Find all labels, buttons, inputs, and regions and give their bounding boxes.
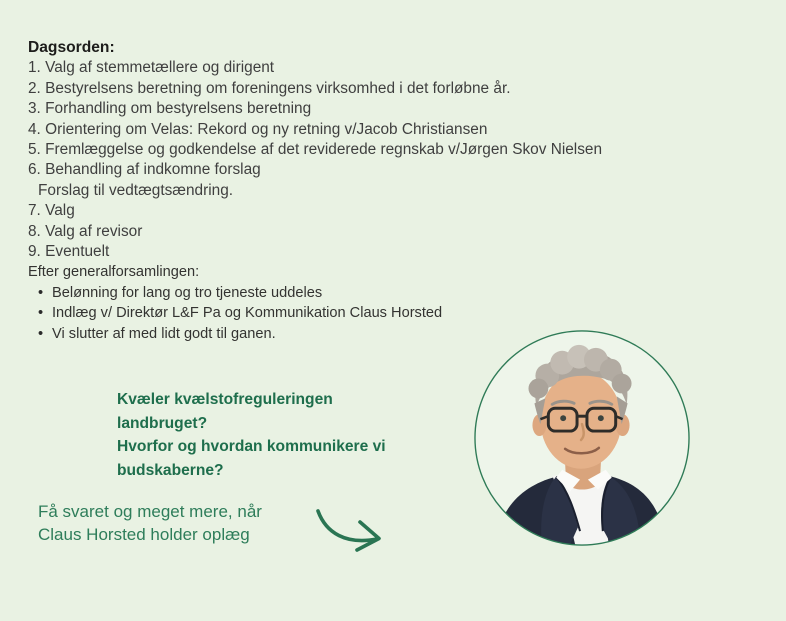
agenda-item-4: 4. Orientering om Velas: Rekord og ny retning v/Jacob Christiansen [28, 120, 488, 138]
cta-line: Claus Horsted holder oplæg [38, 524, 250, 544]
question-headline [117, 388, 386, 482]
agenda-section [28, 38, 602, 344]
question-line: Hvorfor og hvordan kommunikere vi [117, 438, 386, 455]
agenda-title: Dagsorden: [28, 39, 115, 56]
agenda-item-6-subline: Forslag til vedtægtsændring. [38, 181, 234, 199]
question-line: Kvæler kvælstofreguleringen [117, 391, 333, 408]
after-assembly-title: Efter generalforsamlingen: [28, 264, 200, 281]
agenda-item-8: 8. Valg af revisor [28, 222, 143, 240]
agenda-item-6: 6. Behandling af indkomne forslag [28, 161, 261, 179]
agenda-item-3: 3. Forhandling om bestyrelsens beretning [28, 100, 312, 118]
cta-line: Få svaret og meget mere, når [38, 502, 262, 521]
cta-text [38, 501, 262, 546]
speaker-portrait [473, 329, 691, 547]
question-line: budskaberne? [117, 461, 224, 479]
question-line: landbruget? [117, 414, 208, 432]
bullet-item: • Indlæg v/ Direktør L&F Pa og Kommunikation Claus Horsted [28, 303, 602, 323]
curved-arrow-right-icon [311, 502, 391, 558]
agenda-item-1: 1. Valg af stemmetællere og dirigent [28, 59, 275, 77]
bullet-item: • Vi slutter af med lidt godt til ganen. [28, 324, 602, 344]
bullet-item: • Belønning for lang og tro tjeneste uddeles [28, 283, 602, 303]
agenda-item-5: 5. Fremlæggelse og godkendelse af det reviderede regnskab v/Jørgen Skov Nielsen [28, 141, 603, 159]
agenda-item-2: 2. Bestyrelsens beretning om foreningens virksomhed i det forløbne år. [28, 79, 511, 97]
agenda-item-9: 9. Eventuelt [28, 243, 110, 261]
agenda-item-7: 7. Valg [28, 202, 75, 220]
